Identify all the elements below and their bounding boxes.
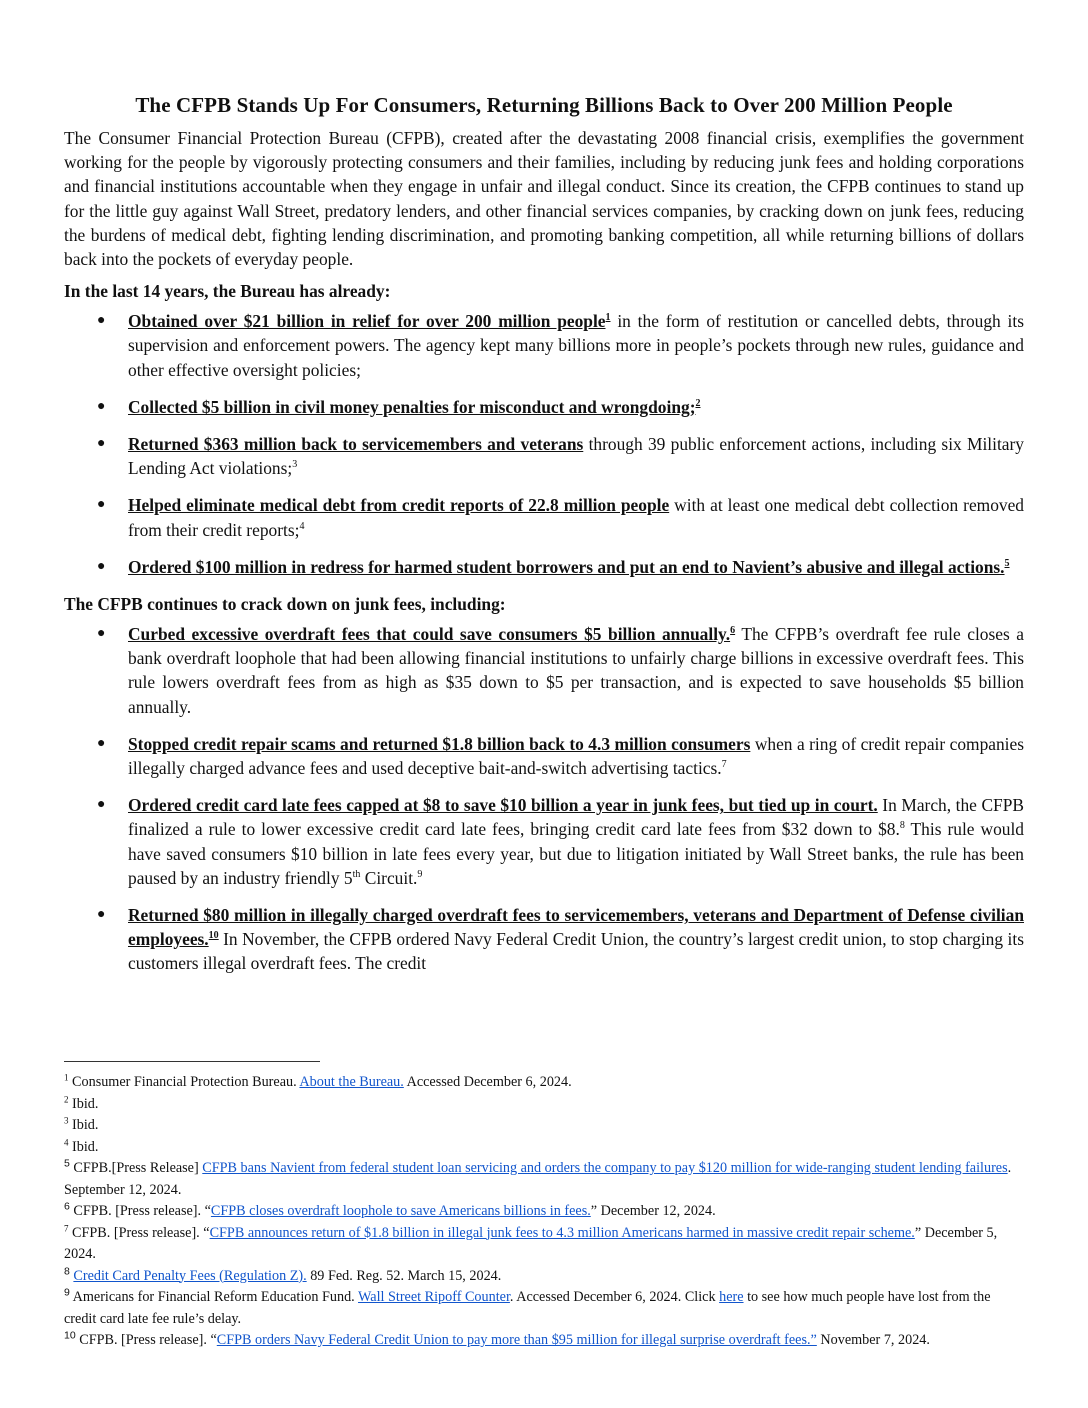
footnotes (64, 1072, 1024, 1352)
footnote-number: 5 (64, 1157, 70, 1170)
footnote-text: CFPB. [Press release]. “ (73, 1203, 211, 1219)
footnote-number: 1 (64, 1072, 69, 1083)
footnote-text: CFPB.[Press Release] (73, 1160, 203, 1176)
footnote-link[interactable]: About the Bureau. (299, 1074, 404, 1090)
footnote-text: . September 12, 2024. (64, 1160, 1012, 1198)
footnote-2 (64, 1094, 1024, 1116)
item-highlight: Stopped credit repair scams and returned $1.8 billion back to 4.3 million consumers (128, 733, 751, 754)
footnote-8 (64, 1266, 1024, 1288)
footnote-number: 10 (64, 1329, 76, 1342)
footnote-ref[interactable]: 4 (299, 520, 305, 532)
footnote-number: 4 (64, 1136, 69, 1147)
footnote-number: 2 (64, 1093, 69, 1104)
achievements-list (64, 309, 1024, 579)
footnote-link-here[interactable]: here (719, 1289, 744, 1305)
item-highlight: Returned $80 million in illegally charged overdraft fees to servicemembers, veterans and Department of Defense civilian employees. (128, 905, 1024, 950)
footnote-ref[interactable]: 9 (417, 869, 423, 881)
footnote-number: 7 (64, 1222, 69, 1233)
footnote-text: Americans for Financial Reform Education Fund. (72, 1289, 359, 1305)
intro-paragraph: The Consumer Financial Protection Bureau (CFPB), created after the devastating 2008 financial crisis, exemplifies the government working for the people by vigorously protecting consumers and their families, including by reducing junk fees and holding corporations and financial institutions accountable when they engage in unfair and illegal conduct. Since its creation, the CFPB continues to stand up for the little guy against Wall Street, predatory lenders, and other financial services companies, by cracking down on junk fees, reducing the burdens of medical debt, fighting lending discrimination, and promoting banking competition, all while returning billions of dollars back into the pockets of everyday people. (64, 128, 1024, 270)
item-highlight: Obtained over $21 billion in relief for over 200 million people (128, 311, 606, 332)
footnote-text: Accessed December 6, 2024. (403, 1074, 572, 1090)
footnote-link[interactable]: CFPB closes overdraft loophole to save Americans billions in fees. (210, 1203, 591, 1219)
footnote-link[interactable]: CFPB announces return of $1.8 billion in illegal junk fees to 4.3 million Americans harmed in massive credit repair scheme. (209, 1224, 915, 1241)
bullet-icon: ● (97, 907, 106, 923)
bullet-icon: ● (97, 398, 106, 414)
item-highlight: Helped eliminate medical debt from credit reports of 22.8 million people (128, 495, 670, 516)
bullet-icon: ● (97, 558, 106, 574)
junk-fees-list (64, 622, 1024, 976)
item-text: In November, the CFPB ordered Navy Federal Credit Union, the country’s largest credit union, to stop charging its customers illegal overdraft fees. The credit (128, 929, 1024, 974)
footnote-7 (64, 1223, 1024, 1266)
list-item (64, 493, 1024, 541)
list-item (64, 555, 1024, 579)
list-item (64, 395, 1024, 419)
footnote-number: 8 (64, 1264, 70, 1277)
list-item (64, 732, 1024, 780)
footnote-number: 9 (64, 1286, 70, 1299)
list-item (64, 793, 1024, 890)
footnote-6 (64, 1201, 1024, 1223)
footnote-text: to see how much people have lost from the credit card late fee rule’s delay. (64, 1289, 991, 1327)
item-text: Circuit. (360, 867, 418, 888)
footnote-divider (64, 1061, 320, 1062)
item-text: The CFPB’s overdraft fee rule closes a bank overdraft loophole that had been allowing financial institutions to unfairly charge billions in excessive overdraft fees. This rule lowers overdraft fees from as high as $35 down to $5 per transaction, and is expected to save households $5 billion annually. (128, 624, 1024, 717)
footnote-link[interactable]: Credit Card Penalty Fees (Regulation Z). (73, 1267, 307, 1284)
footnote-link[interactable]: Wall Street Ripoff Counter (358, 1289, 510, 1305)
section-heading-achievements: In the last 14 years, the Bureau has already: (64, 281, 391, 302)
footnote-ref[interactable]: 7 (721, 759, 727, 771)
item-text: This rule would have saved consumers $10 billion in late fees every year, but due to litigation initiated by Wall Street banks, the rule has been paused by an industry friendly 5 (128, 819, 1024, 888)
footnote-text: Ibid. (72, 1095, 99, 1112)
footnote-9 (64, 1287, 1024, 1330)
footnote-ref[interactable]: 2 (695, 398, 701, 410)
footnote-text: Ibid. (72, 1117, 99, 1133)
footnote-text: Consumer Financial Protection Bureau. (72, 1074, 300, 1090)
bullet-icon: ● (97, 735, 106, 751)
footnote-text: 89 Fed. Reg. 52. March 15, 2024. (306, 1267, 502, 1284)
footnote-link[interactable]: CFPB orders Navy Federal Credit Union to pay more than $95 million for illegal surprise overdraft fees.” (216, 1332, 817, 1348)
bullet-icon: ● (97, 626, 106, 642)
footnote-10 (64, 1330, 1024, 1352)
item-highlight: Collected $5 billion in civil money penalties for misconduct and wrongdoing; (128, 396, 696, 417)
footnote-text: ” December 5, 2024. (64, 1224, 998, 1262)
bullet-icon: ● (97, 797, 106, 813)
document-body (64, 92, 1024, 1136)
footnote-number: 6 (64, 1200, 70, 1213)
ordinal-suffix: th (352, 869, 361, 881)
list-item (64, 622, 1024, 719)
section-heading-junk-fees: The CFPB continues to crack down on junk fees, including: (64, 594, 506, 615)
footnote-text: November 7, 2024. (816, 1332, 930, 1348)
page-title: The CFPB Stands Up For Consumers, Returning Billions Back to Over 200 Million People (135, 93, 953, 117)
bullet-icon: ● (97, 436, 106, 452)
item-highlight: Ordered credit card late fees capped at $8 to save $10 billion a year in junk fees, but tied up in court. (128, 795, 878, 816)
footnote-text: . Accessed December 6, 2024. Click (509, 1289, 720, 1305)
footnote-4 (64, 1137, 1024, 1159)
footnote-ref[interactable]: 10 (208, 930, 219, 942)
footnote-ref[interactable]: 1 (605, 312, 611, 324)
footnote-1 (64, 1072, 1024, 1094)
footnote-number: 3 (64, 1115, 69, 1126)
bullet-icon: ● (97, 313, 106, 329)
footnote-link[interactable]: CFPB bans Navient from federal student loan servicing and orders the company to pay $120 million for wide-ranging student lending failures (202, 1160, 1008, 1176)
footnote-3 (64, 1115, 1024, 1137)
list-item (64, 309, 1024, 382)
footnote-text: ” December 12, 2024. (590, 1203, 716, 1219)
item-text: through 39 public enforcement actions, including six Military Lending Act violations; (128, 434, 1024, 479)
footnote-ref[interactable]: 8 (899, 820, 905, 832)
footnote-text: Ibid. (72, 1138, 99, 1155)
footnote-text: CFPB. [Press release]. “ (72, 1224, 210, 1241)
item-text: In March, the CFPB finalized a rule to lower excessive credit card late fees, bringing credit card late fees from $32 down to $8. (128, 795, 1024, 840)
item-text: when a ring of credit repair companies illegally charged advance fees and used deceptive bait-and-switch advertising tactics. (128, 733, 1024, 779)
footnote-5 (64, 1158, 1024, 1201)
footnote-ref[interactable]: 3 (292, 459, 298, 471)
footnote-text: CFPB. [Press release]. “ (79, 1332, 217, 1348)
item-text: in the form of restitution or cancelled debts, through its supervision and enforcement powers. The agency kept many billions more in people’s pockets through new rules, guidance and other effective oversight policies; (128, 311, 1024, 380)
item-highlight: Returned $363 million back to servicemembers and veterans (128, 434, 584, 455)
item-highlight: Curbed excessive overdraft fees that could save consumers $5 billion annually. (128, 624, 731, 645)
list-item (64, 432, 1024, 480)
bullet-icon: ● (97, 497, 106, 513)
footnote-ref[interactable]: 6 (730, 625, 736, 637)
list-item (64, 903, 1024, 976)
item-highlight: Ordered $100 million in redress for harmed student borrowers and put an end to Navient’s abusive and illegal actions. (128, 556, 1005, 577)
footnote-ref[interactable]: 5 (1004, 558, 1010, 570)
item-text: with at least one medical debt collection removed from their credit reports; (128, 495, 1024, 540)
